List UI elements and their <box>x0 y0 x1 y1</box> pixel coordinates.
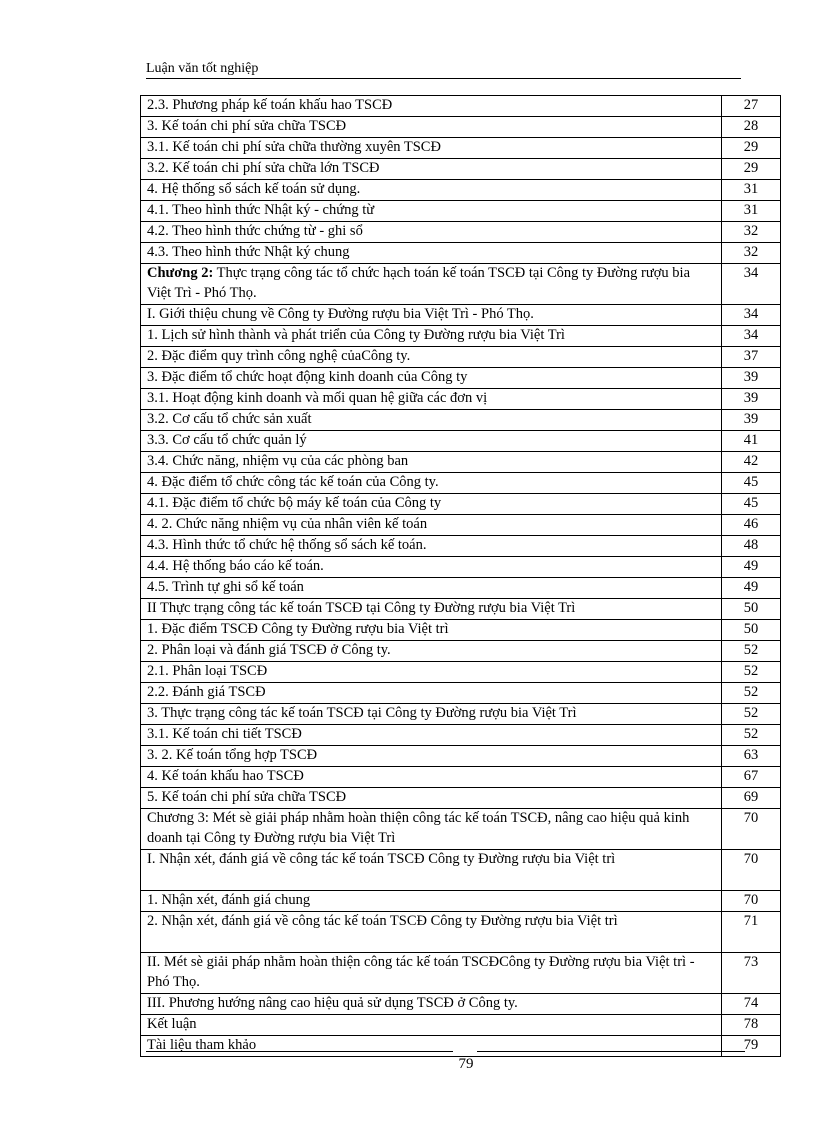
toc-row <box>141 180 781 201</box>
toc-row <box>141 515 781 536</box>
toc-title: 2.1. Phân loại TSCĐ <box>141 662 722 683</box>
toc-title: I. Giới thiệu chung về Công ty Đường rượu bia Việt Trì - Phó Thọ. <box>141 305 722 326</box>
toc-title: 3.2. Cơ cấu tổ chức sản xuất <box>141 410 722 431</box>
toc-row <box>141 264 781 305</box>
table-of-contents <box>140 95 781 1057</box>
toc-row <box>141 683 781 704</box>
toc-title: 3.4. Chức năng, nhiệm vụ của các phòng ban <box>141 452 722 473</box>
toc-row <box>141 431 781 452</box>
toc-title: 3.1. Kế toán chi phí sửa chữa thường xuyên TSCĐ <box>141 138 722 159</box>
footer-divider-left <box>146 1051 453 1052</box>
toc-row <box>141 578 781 599</box>
toc-title: 2. Phân loại và đánh giá TSCĐ ở Công ty. <box>141 641 722 662</box>
toc-page: 34 <box>722 305 781 326</box>
page-number: 79 <box>458 1056 474 1072</box>
toc-title: 2.3. Phương pháp kế toán khấu hao TSCĐ <box>141 96 722 117</box>
toc-page: 39 <box>722 389 781 410</box>
toc-page: 41 <box>722 431 781 452</box>
toc-title: II Thực trạng công tác kế toán TSCĐ tại Công ty Đường rượu bia Việt Trì <box>141 599 722 620</box>
toc-page: 52 <box>722 662 781 683</box>
toc-title: 4. Hệ thống sổ sách kế toán sử dụng. <box>141 180 722 201</box>
toc-page: 48 <box>722 536 781 557</box>
toc-page: 70 <box>722 850 781 891</box>
toc-title: 4.2. Theo hình thức chứng từ - ghi sổ <box>141 222 722 243</box>
toc-page: 50 <box>722 620 781 641</box>
toc-title: 4.3. Theo hình thức Nhật ký chung <box>141 243 722 264</box>
toc-title: II. Mét sè giải pháp nhằm hoàn thiện công tác kế toán TSCĐCông ty Đường rượu bia Việt trì - Phó Thọ. <box>141 953 722 994</box>
toc-page: 52 <box>722 641 781 662</box>
toc-title: 4. 2. Chức năng nhiệm vụ của nhân viên kế toán <box>141 515 722 536</box>
header-title: Luận văn tốt nghiệp <box>146 61 259 76</box>
toc-title: 3. Thực trạng công tác kế toán TSCĐ tại Công ty Đường rượu bia Việt Trì <box>141 704 722 725</box>
toc-page: 27 <box>722 96 781 117</box>
toc-page: 67 <box>722 767 781 788</box>
toc-row <box>141 1015 781 1036</box>
toc-row <box>141 725 781 746</box>
toc-page: 32 <box>722 243 781 264</box>
toc-row <box>141 704 781 725</box>
toc-row <box>141 662 781 683</box>
toc-title: 4. Kế toán khấu hao TSCĐ <box>141 767 722 788</box>
toc-page: 71 <box>722 912 781 953</box>
toc-row <box>141 389 781 410</box>
toc-page: 49 <box>722 557 781 578</box>
toc-page: 39 <box>722 368 781 389</box>
toc-title: Kết luận <box>141 1015 722 1036</box>
toc-page: 50 <box>722 599 781 620</box>
toc-page: 52 <box>722 683 781 704</box>
toc-page: 79 <box>722 1036 781 1057</box>
toc-row <box>141 912 781 953</box>
toc-row <box>141 368 781 389</box>
toc-row <box>141 1036 781 1057</box>
toc-title: 2. Đặc điểm quy trình công nghệ củaCông ty. <box>141 347 722 368</box>
toc-title: 3.2. Kế toán chi phí sửa chữa lớn TSCĐ <box>141 159 722 180</box>
toc-row <box>141 641 781 662</box>
page-header <box>146 60 741 79</box>
toc-page: 52 <box>722 704 781 725</box>
toc-page: 42 <box>722 452 781 473</box>
toc-title: 4.1. Đặc điểm tổ chức bộ máy kế toán của Công ty <box>141 494 722 515</box>
toc-page: 73 <box>722 953 781 994</box>
toc-title: 3.3. Cơ cấu tổ chức quản lý <box>141 431 722 452</box>
footer-divider-right <box>477 1051 745 1052</box>
toc-title: 1. Nhận xét, đánh giá chung <box>141 891 722 912</box>
toc-page: 29 <box>722 159 781 180</box>
toc-row <box>141 767 781 788</box>
toc-row <box>141 410 781 431</box>
toc-row <box>141 222 781 243</box>
toc-page: 31 <box>722 180 781 201</box>
chapter-label: Chương 2: <box>147 265 214 281</box>
toc-page: 52 <box>722 725 781 746</box>
toc-row <box>141 452 781 473</box>
toc-page: 29 <box>722 138 781 159</box>
toc-title: 3.1. Kế toán chi tiết TSCĐ <box>141 725 722 746</box>
toc-title: 4. Đặc điểm tổ chức công tác kế toán của Công ty. <box>141 473 722 494</box>
toc-row <box>141 305 781 326</box>
toc-page: 37 <box>722 347 781 368</box>
toc-row <box>141 473 781 494</box>
toc-title: Tài liệu tham khảo <box>141 1036 722 1057</box>
toc-title: 4.3. Hình thức tổ chức hệ thống sổ sách kế toán. <box>141 536 722 557</box>
toc-row <box>141 96 781 117</box>
toc-page: 78 <box>722 1015 781 1036</box>
toc-page: 45 <box>722 494 781 515</box>
toc-row <box>141 243 781 264</box>
toc-title: 3. 2. Kế toán tổng hợp TSCĐ <box>141 746 722 767</box>
toc-row <box>141 557 781 578</box>
toc-title: 1. Lịch sử hình thành và phát triển của Công ty Đường rượu bia Việt Trì <box>141 326 722 347</box>
toc-row <box>141 138 781 159</box>
toc-title: 5. Kế toán chi phí sửa chữa TSCĐ <box>141 788 722 809</box>
toc-page: 34 <box>722 326 781 347</box>
toc-row <box>141 620 781 641</box>
toc-page: 69 <box>722 788 781 809</box>
toc-title: 2. Nhận xét, đánh giá về công tác kế toán TSCĐ Công ty Đường rượu bia Việt trì <box>141 912 722 953</box>
toc-title: Chương 3: Mét sè giải pháp nhằm hoàn thiện công tác kế toán TSCĐ, nâng cao hiệu quả kinh doanh tại Công ty Đường rượu bia Việt Trì <box>141 809 722 850</box>
toc-row <box>141 599 781 620</box>
toc-title: 1. Đặc điểm TSCĐ Công ty Đường rượu bia Việt trì <box>141 620 722 641</box>
toc-row <box>141 117 781 138</box>
toc-page: 49 <box>722 578 781 599</box>
toc-title: 4.4. Hệ thống báo cáo kế toán. <box>141 557 722 578</box>
toc-row <box>141 326 781 347</box>
toc-title: 3. Kế toán chi phí sửa chữa TSCĐ <box>141 117 722 138</box>
toc-page: 28 <box>722 117 781 138</box>
toc-row <box>141 347 781 368</box>
toc-page: 70 <box>722 809 781 850</box>
toc-page: 32 <box>722 222 781 243</box>
toc-title: 3. Đặc điểm tổ chức hoạt động kinh doanh của Công ty <box>141 368 722 389</box>
chapter-title-text: Thực trạng công tác tổ chức hạch toán kế toán TSCĐ tại Công ty Đường rượu bia Việt Trì - Phó Thọ. <box>147 265 690 301</box>
toc-title: III. Phương hướng nâng cao hiệu quả sử dụng TSCĐ ở Công ty. <box>141 994 722 1015</box>
toc-row <box>141 953 781 994</box>
toc-page: 34 <box>722 264 781 305</box>
toc-row <box>141 994 781 1015</box>
toc-row <box>141 746 781 767</box>
toc-title: 4.5. Trình tự ghi sổ kế toán <box>141 578 722 599</box>
toc-row <box>141 494 781 515</box>
toc-row <box>141 788 781 809</box>
toc-title: I. Nhận xét, đánh giá về công tác kế toán TSCĐ Công ty Đường rượu bia Việt trì <box>141 850 722 891</box>
toc-row <box>141 201 781 222</box>
toc-title: 4.1. Theo hình thức Nhật ký - chứng từ <box>141 201 722 222</box>
toc-title: 2.2. Đánh giá TSCĐ <box>141 683 722 704</box>
toc-page: 39 <box>722 410 781 431</box>
toc-page: 31 <box>722 201 781 222</box>
toc-page: 45 <box>722 473 781 494</box>
toc-row <box>141 850 781 891</box>
toc-row <box>141 159 781 180</box>
toc-row <box>141 536 781 557</box>
toc-page: 70 <box>722 891 781 912</box>
toc-page: 74 <box>722 994 781 1015</box>
toc-title: 3.1. Hoạt động kinh doanh và mối quan hệ giữa các đơn vị <box>141 389 722 410</box>
toc-row <box>141 891 781 912</box>
toc-title-chapter-2 <box>141 264 722 305</box>
toc-row <box>141 809 781 850</box>
toc-page: 46 <box>722 515 781 536</box>
toc-page: 63 <box>722 746 781 767</box>
